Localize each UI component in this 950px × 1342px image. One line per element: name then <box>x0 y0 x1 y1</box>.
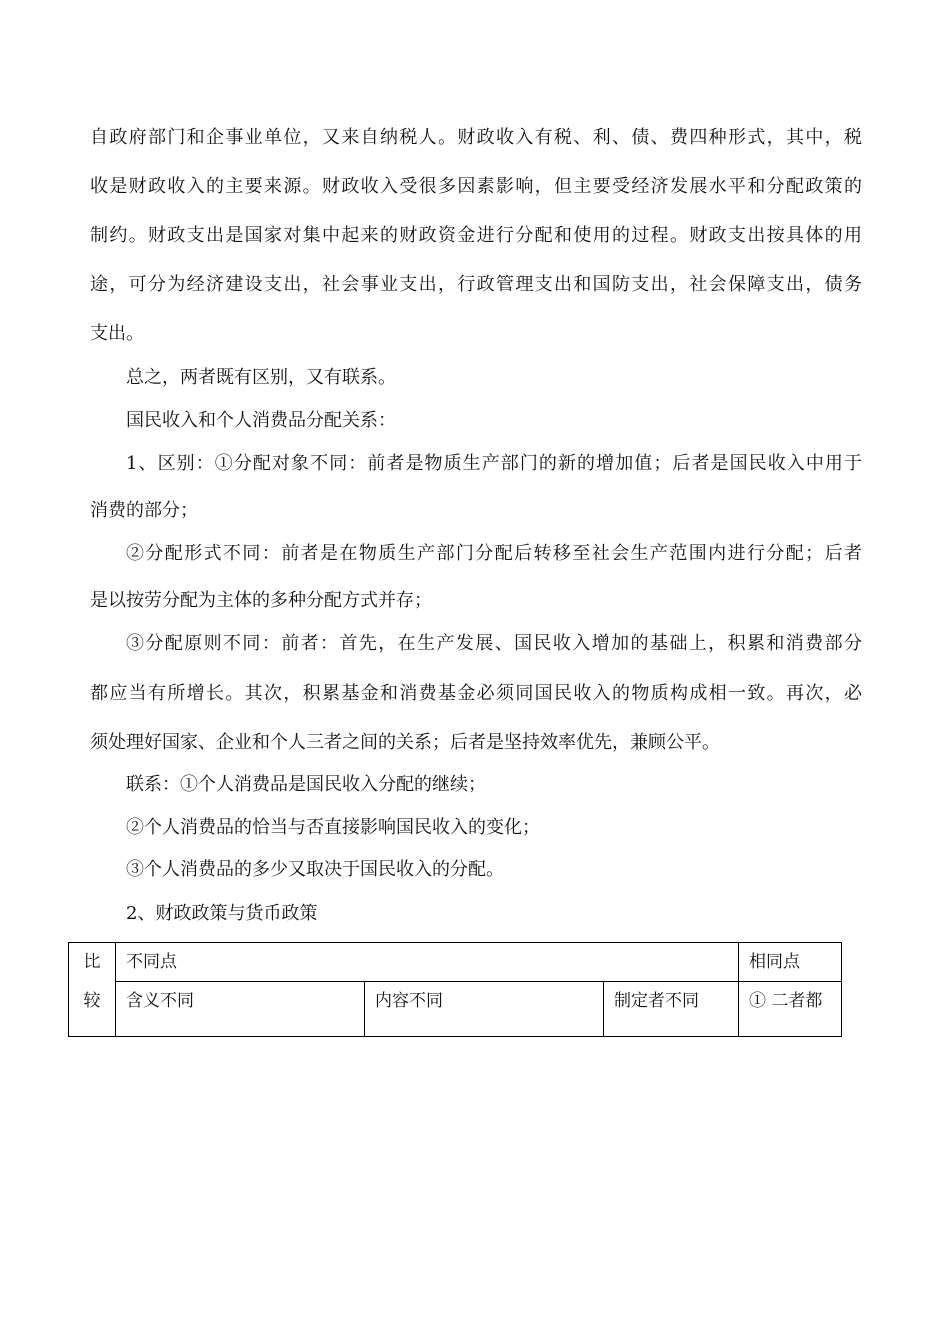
paragraph-connection-1: 联系：①个人消费品是国民收入分配的继续； <box>126 774 486 795</box>
paragraph-difference-1-line-1: 1、区别：①分配对象不同：前者是物质生产部门的新的增加值；后者是国民收入中用于 <box>126 453 862 474</box>
comparison-table <box>68 942 842 1037</box>
paragraph-difference-3-line-2: 都应当有所增长。其次，积累基金和消费基金必须同国民收入的物质构成相一致。再次，必 <box>90 683 862 704</box>
table-header-different: 不同点 <box>116 943 739 982</box>
paragraph-fiscal-line-5: 支出。 <box>90 323 144 344</box>
paragraph-difference-3-line-1: ③分配原则不同：前者：首先，在生产发展、国民收入增加的基础上，积累和消费部分 <box>126 633 862 654</box>
table-header-same: 相同点 <box>739 943 842 982</box>
table-row <box>69 943 842 982</box>
paragraph-fiscal-line-1: 自政府部门和企事业单位，又来自纳税人。财政收入有税、利、债、费四种形式，其中，税 <box>90 127 862 148</box>
paragraph-difference-3-line-3: 须处理好国家、企业和个人三者之间的关系；后者是坚持效率优先，兼顾公平。 <box>90 732 720 753</box>
table-cell-compare-bottom: 较 <box>69 982 116 1037</box>
table-cell-meaning: 含义不同 <box>116 982 365 1037</box>
section-heading-policy: 2、财政政策与货币政策 <box>126 903 318 924</box>
paragraph-connection-3: ③个人消费品的多少又取决于国民收入的分配。 <box>126 859 504 880</box>
table-cell-compare-top: 比 <box>69 943 116 982</box>
paragraph-connection-2: ②个人消费品的恰当与否直接影响国民收入的变化； <box>126 817 540 838</box>
paragraph-heading-relation: 国民收入和个人消费品分配关系： <box>126 410 396 431</box>
paragraph-summary: 总之，两者既有区别，又有联系。 <box>126 367 396 388</box>
paragraph-difference-1-line-2: 消费的部分； <box>90 500 198 521</box>
paragraph-fiscal-line-4: 途，可分为经济建设支出，社会事业支出，行政管理支出和国防支出，社会保障支出，债务 <box>90 274 862 295</box>
paragraph-fiscal-line-2: 收是财政收入的主要来源。财政收入受很多因素影响，但主要受经济发展水平和分配政策的 <box>90 176 862 197</box>
table-cell-content: 内容不同 <box>365 982 604 1037</box>
table-cell-same-item: ① 二者都 <box>739 982 842 1037</box>
table-cell-maker: 制定者不同 <box>604 982 739 1037</box>
paragraph-fiscal-line-3: 制约。财政支出是国家对集中起来的财政资金进行分配和使用的过程。财政支出按具体的用 <box>90 225 862 246</box>
paragraph-difference-2-line-1: ②分配形式不同：前者是在物质生产部门分配后转移至社会生产范围内进行分配；后者 <box>126 543 862 564</box>
paragraph-difference-2-line-2: 是以按劳分配为主体的多种分配方式并存； <box>90 590 432 611</box>
table-row <box>69 982 842 1037</box>
